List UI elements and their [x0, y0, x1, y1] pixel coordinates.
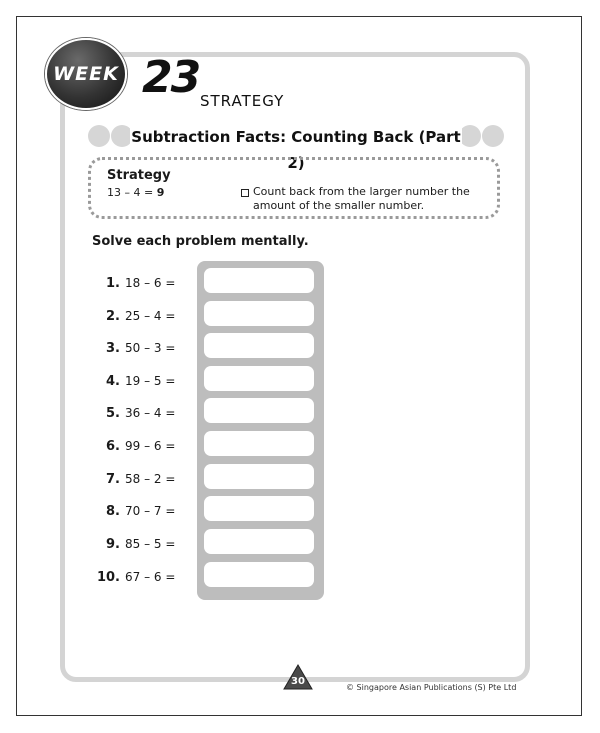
problem-number: 8.: [106, 503, 120, 519]
answer-box[interactable]: [204, 496, 314, 521]
answer-box[interactable]: [204, 398, 314, 423]
problem-expression: 67 – 6 =: [125, 570, 176, 584]
title-dots-right: [459, 125, 504, 147]
problem-number: 6.: [106, 438, 120, 454]
answer-box[interactable]: [204, 333, 314, 358]
strategy-example: [107, 186, 164, 199]
problem-number: 10.: [96, 569, 120, 585]
problem-number: 4.: [106, 373, 120, 389]
problem-number: 3.: [106, 340, 120, 356]
problem-expression: 36 – 4 =: [125, 406, 176, 420]
problem-expression: 85 – 5 =: [125, 537, 176, 551]
answer-box[interactable]: [204, 431, 314, 456]
week-badge: [45, 38, 127, 110]
week-number: 23: [142, 52, 200, 103]
problem-item: [90, 534, 175, 554]
strategy-box: [88, 157, 500, 219]
answer-panel: [197, 261, 324, 600]
problem-item: [90, 501, 175, 521]
answer-box[interactable]: [204, 301, 314, 326]
instruction-text: Solve each problem mentally.: [92, 234, 309, 249]
problem-item: [90, 306, 175, 326]
problem-expression: 19 – 5 =: [125, 374, 176, 388]
checkbox-icon: [241, 189, 249, 197]
problem-expression: 70 – 7 =: [125, 504, 176, 518]
decor-dot: [88, 125, 110, 147]
problem-item: [90, 273, 175, 293]
answer-box[interactable]: [204, 366, 314, 391]
problem-number: 5.: [106, 405, 120, 421]
problem-expression: 25 – 4 =: [125, 309, 176, 323]
title-bar: [88, 124, 504, 172]
week-label: WEEK: [53, 63, 119, 85]
problem-number: 9.: [106, 536, 120, 552]
page-number: 30: [291, 676, 305, 687]
problem-expression: 18 – 6 =: [125, 276, 176, 290]
page-title: Subtraction Facts: Counting Back (Part 2): [130, 124, 462, 150]
decor-dot: [482, 125, 504, 147]
problem-number: 2.: [106, 308, 120, 324]
problem-item: [90, 403, 175, 423]
title-dots-left: [88, 125, 133, 147]
problem-item: [90, 567, 175, 587]
problem-expression: 99 – 6 =: [125, 439, 176, 453]
strategy-heading: Strategy: [107, 168, 171, 183]
problem-item: [90, 338, 175, 358]
answer-box[interactable]: [204, 562, 314, 587]
problem-item: [90, 371, 175, 391]
decor-dot: [459, 125, 481, 147]
copyright-text: © Singapore Asian Publications (S) Pte Ltd: [346, 683, 517, 692]
problem-number: 1.: [106, 275, 120, 291]
problem-number: 7.: [106, 471, 120, 487]
problem-expression: 50 – 3 =: [125, 341, 176, 355]
answer-box[interactable]: [204, 529, 314, 554]
strategy-description: Count back from the larger number the amount of the smaller number.: [253, 185, 470, 212]
strategy-example-answer: 9: [156, 186, 165, 199]
answer-box[interactable]: [204, 464, 314, 489]
problem-item: [90, 436, 175, 456]
section-label: STRATEGY: [200, 92, 285, 110]
problem-expression: 58 – 2 =: [125, 472, 176, 486]
problem-item: [90, 469, 175, 489]
answer-box[interactable]: [204, 268, 314, 293]
strategy-example-expr: 13 – 4 =: [107, 186, 157, 199]
